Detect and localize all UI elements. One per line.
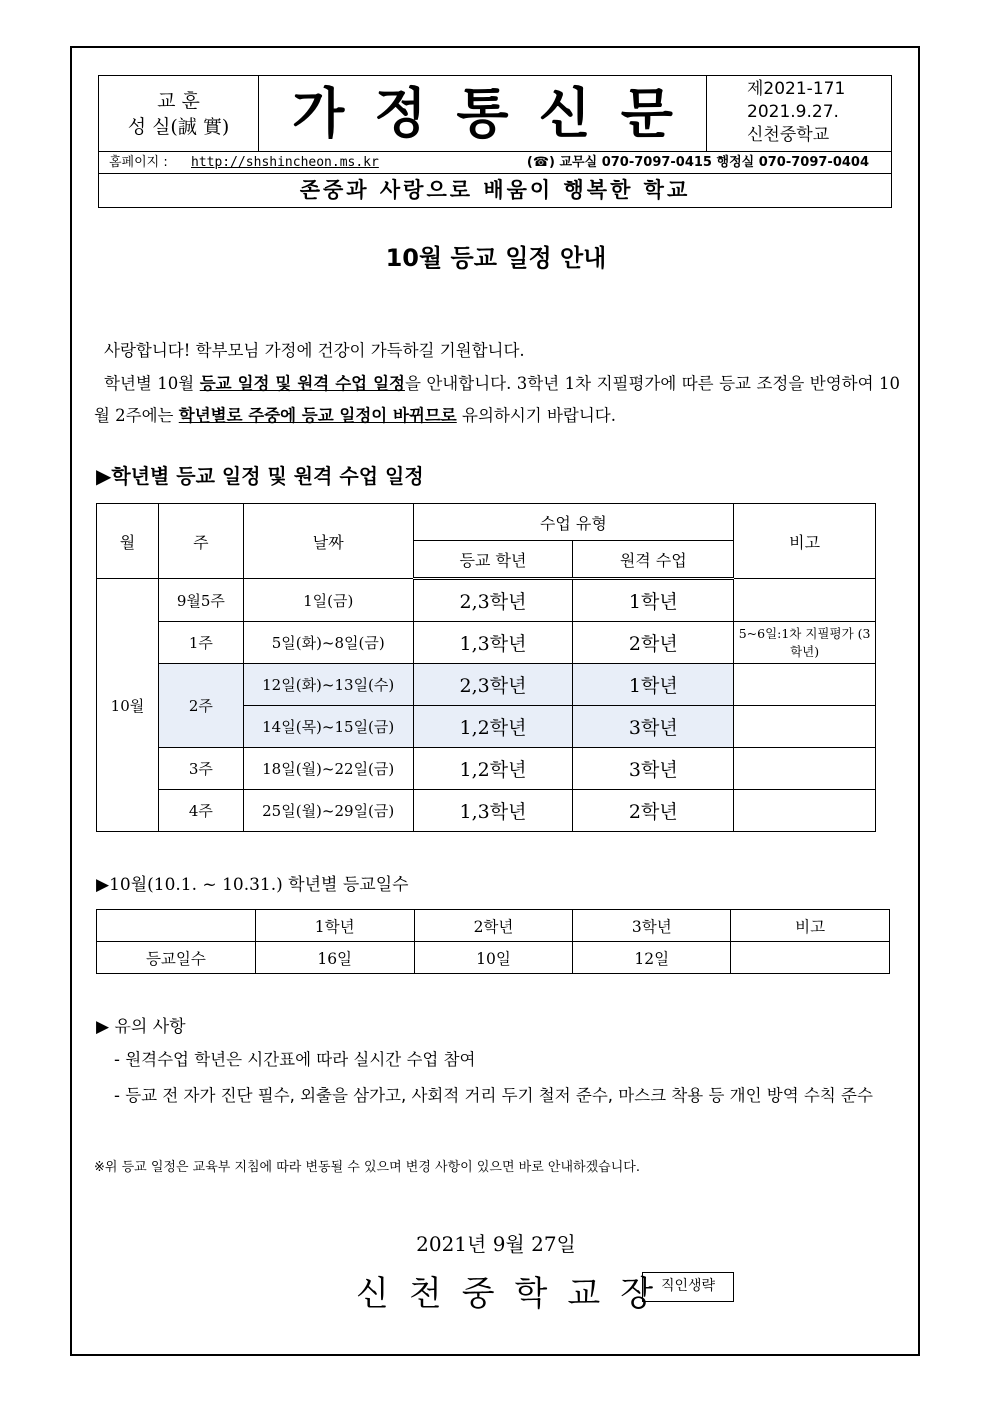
cell-date: 12일(화)~13일(수) (243, 664, 413, 706)
intro-text-b: 을 안내합니다. 3학년 1차 지필평가에 따른 등교 조정을 반영하여 10월 2주에는 (94, 374, 900, 425)
cell-note (734, 706, 876, 748)
schedule-table (96, 503, 876, 832)
cell-week: 4주 (158, 790, 243, 832)
table-header-row (97, 504, 876, 541)
table-row (97, 942, 890, 974)
cell-remote: 1학년 (573, 664, 734, 706)
days-grade-1: 16일 (255, 942, 414, 974)
header-note: 비고 (731, 910, 890, 942)
cell-remote: 2학년 (573, 790, 734, 832)
cell-school: 1,3학년 (413, 622, 573, 664)
table-row (97, 622, 876, 664)
days-note (731, 942, 890, 974)
issue-number: 제2021-171 (747, 79, 846, 99)
intro-text-c: 유의하시기 바랍니다. (456, 406, 616, 425)
document-title: 10월 등교 일정 안내 (385, 244, 607, 272)
cell-note (734, 748, 876, 790)
header-date: 날짜 (243, 504, 413, 579)
cell-note: 5~6일:1차 지필평가 (3학년) (734, 622, 876, 664)
cell-month: 10월 (97, 579, 159, 832)
intro-underline-2: 학년별로 주중에 등교 일정이 바뀌므로 (178, 406, 457, 425)
table-row (97, 748, 876, 790)
section-title-schedule: ▶학년별 등교 일정 및 원격 수업 일정 (96, 464, 424, 488)
table-row (97, 790, 876, 832)
newsletter-title: 가정통신문 (259, 76, 707, 151)
row-label: 등교일수 (97, 942, 256, 974)
header-note: 비고 (734, 504, 876, 579)
header-blank (97, 910, 256, 942)
cell-school: 2,3학년 (413, 664, 573, 706)
cell-school: 1,2학년 (413, 706, 573, 748)
cell-date: 18일(월)~22일(금) (243, 748, 413, 790)
days-grade-2: 10일 (414, 942, 573, 974)
header-remote: 원격 수업 (573, 541, 734, 579)
cell-date: 1일(금) (243, 579, 413, 622)
letterhead (98, 75, 892, 208)
footnote: ※위 등교 일정은 교육부 지침에 따라 변동될 수 있으며 변경 사항이 있으면 바로 안내하겠습니다. (94, 1160, 640, 1175)
notice-item: - 원격수업 학년은 시간표에 따라 실시간 수업 참여 (114, 1050, 476, 1069)
cell-note (734, 664, 876, 706)
motto-label: 교 훈 (157, 90, 200, 112)
header-week: 주 (158, 504, 243, 579)
cell-week: 1주 (158, 622, 243, 664)
days-grade-3: 12일 (573, 942, 731, 974)
header-grade-1: 1학년 (255, 910, 414, 942)
school-name: 신천중학교 (747, 125, 830, 145)
notice-item: - 등교 전 자가 진단 필수, 외출을 삼가고, 사회적 거리 두기 철저 준수, 마스크 착용 등 개인 방역 수칙 준수 (114, 1086, 873, 1105)
cell-week: 9월5주 (158, 579, 243, 622)
header-type: 수업 유형 (413, 504, 734, 541)
cell-remote: 1학년 (573, 579, 734, 622)
homepage-label: 홈페이지 : (109, 155, 168, 170)
school-slogan: 존중과 사랑으로 배움이 행복한 학교 (299, 178, 691, 202)
table-row (97, 579, 876, 622)
table-header-row (97, 910, 890, 942)
intro-underline-1: 등교 일정 및 원격 수업 일정 (199, 374, 405, 393)
header-school-grade: 등교 학년 (413, 541, 573, 579)
seal-omitted-box: 직인생략 (642, 1272, 734, 1302)
header-month: 월 (97, 504, 159, 579)
cell-school: 1,3학년 (413, 790, 573, 832)
header-grade-2: 2학년 (414, 910, 573, 942)
cell-date: 5일(화)~8일(금) (243, 622, 413, 664)
school-motto (99, 76, 259, 151)
principal-signature: 신천중학교장 (356, 1274, 674, 1314)
section-title-days: ▶10월(10.1. ~ 10.31.) 학년별 등교일수 (96, 875, 409, 895)
table-row (97, 664, 876, 706)
issue-info (707, 76, 891, 151)
cell-week: 3주 (158, 748, 243, 790)
cell-note (734, 579, 876, 622)
phone-numbers: (☎) 교무실 070-7097-0415 행정실 070-7097-0404 (526, 155, 869, 170)
cell-date: 25일(월)~29일(금) (243, 790, 413, 832)
attendance-days-table (96, 909, 890, 974)
cell-week: 2주 (158, 664, 243, 748)
cell-remote: 2학년 (573, 622, 734, 664)
cell-remote: 3학년 (573, 748, 734, 790)
homepage-link[interactable]: http://shshincheon.ms.kr (191, 155, 379, 170)
issue-date: 2021.9.27. (747, 102, 839, 122)
intro-paragraph (94, 368, 900, 432)
cell-school: 2,3학년 (413, 579, 573, 622)
issue-date-footer: 2021년 9월 27일 (416, 1232, 576, 1256)
motto-text: 성 실(誠 實) (127, 116, 230, 138)
header-grade-3: 3학년 (573, 910, 731, 942)
contact-bar (99, 152, 891, 174)
cell-date: 14일(목)~15일(금) (243, 706, 413, 748)
greeting-paragraph: 사랑합니다! 학부모님 가정에 건강이 가득하길 기원합니다. (104, 341, 525, 360)
intro-text-a: 학년별 10월 (104, 374, 200, 393)
letterhead-top (99, 76, 891, 152)
cell-note (734, 790, 876, 832)
cell-school: 1,2학년 (413, 748, 573, 790)
notice-title: ▶ 유의 사항 (96, 1017, 186, 1037)
cell-remote: 3학년 (573, 706, 734, 748)
